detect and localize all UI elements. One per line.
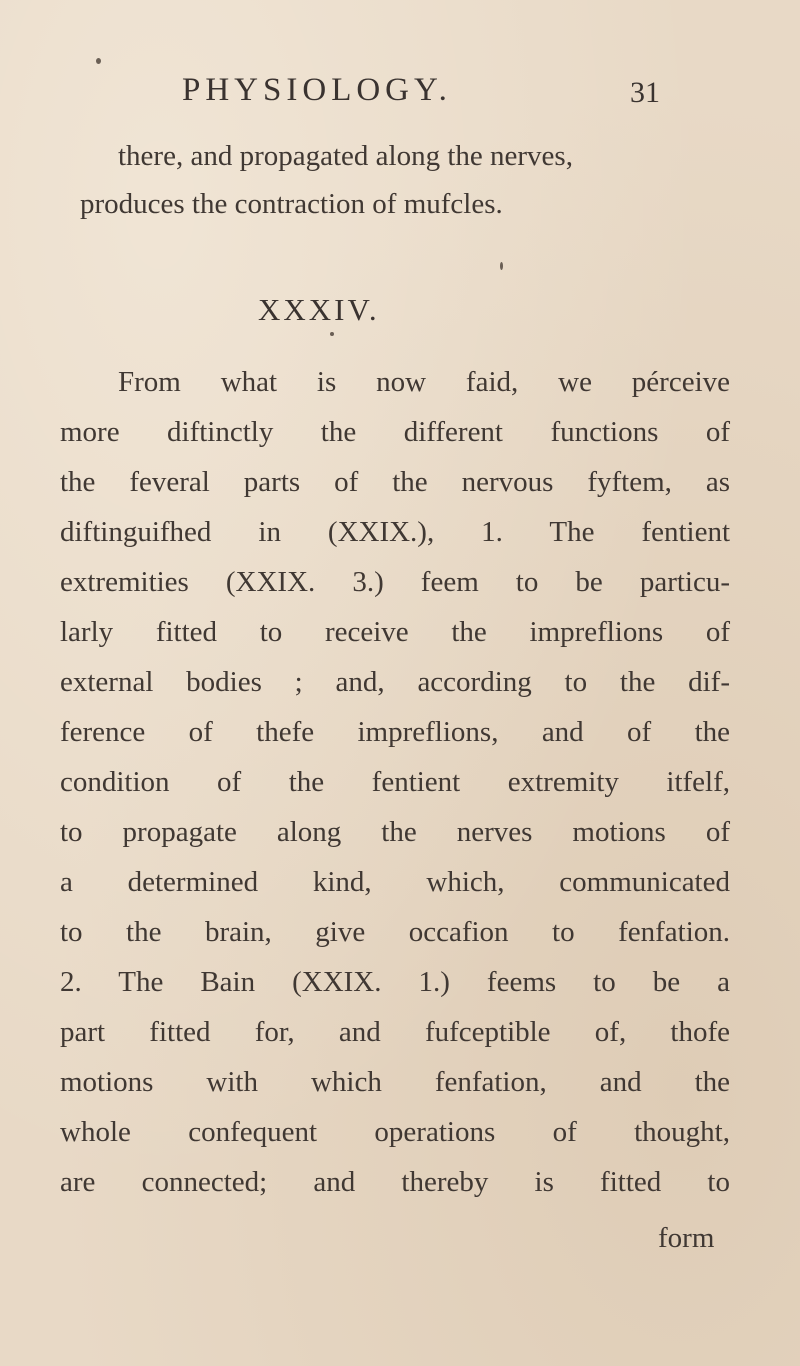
paragraph-line: larly fitted to receive the impreflions of xyxy=(60,616,730,648)
paragraph-line: the feveral parts of the nervous fyftem, as xyxy=(60,466,730,498)
paper-speck xyxy=(330,332,334,336)
section-heading: XXXIV. xyxy=(258,292,380,327)
paper-speck xyxy=(96,58,101,64)
running-head: PHYSIOLOGY. xyxy=(182,72,452,108)
text-line: there, and propagated along the nerves, xyxy=(118,140,573,172)
paragraph-line: are connected; and thereby is fitted to xyxy=(60,1166,730,1198)
paragraph-line: 2. The Bain (XXIX. 1.) feems to be a xyxy=(60,966,730,998)
paragraph-line: motions with which fenfation, and the xyxy=(60,1066,730,1098)
paragraph-line: From what is now faid, we pérceive xyxy=(118,366,730,398)
paragraph-line: condition of the fentient extremity itfelf, xyxy=(60,766,730,798)
paragraph-line: ference of thefe impreflions, and of the xyxy=(60,716,730,748)
paragraph-line: part fitted for, and fufceptible of, thofe xyxy=(60,1016,730,1048)
text-line: produces the contraction of mufcles. xyxy=(80,188,503,220)
paragraph-line: to the brain, give occafion to fenfation. xyxy=(60,916,730,948)
paragraph-line: external bodies ; and, according to the dif- xyxy=(60,666,730,698)
paper-speck xyxy=(500,262,503,270)
paragraph-line: more diftinctly the different functions of xyxy=(60,416,730,448)
catchword: form xyxy=(658,1222,715,1254)
paragraph-line: extremities (XXIX. 3.) feem to be particu- xyxy=(60,566,730,598)
paragraph-line: to propagate along the nerves motions of xyxy=(60,816,730,848)
paragraph-line: whole confequent operations of thought, xyxy=(60,1116,730,1148)
paragraph-line: a determined kind, which, communicated xyxy=(60,866,730,898)
paragraph-line: diftinguifhed in (XXIX.), 1. The fentient xyxy=(60,516,730,548)
page-number: 31 xyxy=(630,76,660,109)
